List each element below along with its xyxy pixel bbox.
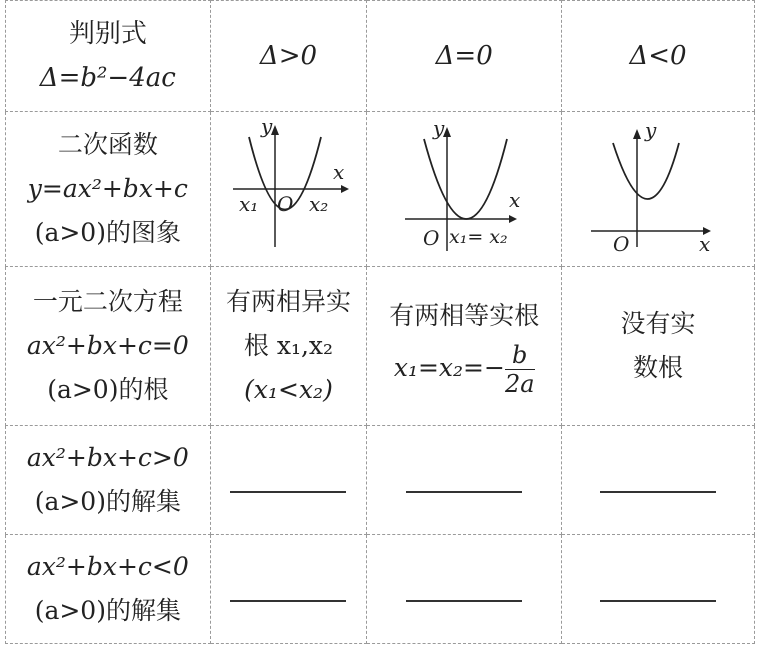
equation-condition: (a>0)的根 <box>47 375 169 404</box>
double-root-label: x₁= x₂ <box>449 226 508 248</box>
function-title: 二次函数 <box>57 130 158 159</box>
inequality-less-condition: (a>0)的解集 <box>34 596 181 625</box>
origin-label: O <box>423 226 440 250</box>
header-cell-discriminant <box>6 1 211 112</box>
parabola-two-roots-graph <box>213 117 363 257</box>
y-axis-arrow <box>633 129 641 139</box>
inequality-less-formula: ax²+bx+c<0 <box>26 552 189 581</box>
answer-blank-line[interactable] <box>230 600 346 602</box>
answer-blank-line[interactable] <box>230 491 346 493</box>
delta-positive-cell <box>210 1 367 112</box>
root-x2-label: x₂ <box>309 192 329 216</box>
delta-zero-label: Δ=0 <box>435 41 493 71</box>
table-row <box>6 112 755 267</box>
x-axis-label: x <box>509 188 521 212</box>
answer-cell <box>210 426 367 535</box>
graph-two-roots-cell <box>210 112 367 267</box>
parabola-no-root-graph <box>563 117 753 257</box>
root-x1-label: x₁ <box>239 192 259 216</box>
delta-zero-cell <box>367 1 562 112</box>
x-axis-label: x <box>699 232 711 256</box>
answer-cell <box>210 535 367 644</box>
discriminant-table <box>5 0 755 644</box>
y-axis-label: y <box>261 117 273 138</box>
parabola-one-root-graph <box>369 117 559 257</box>
answer-blank-line[interactable] <box>600 491 716 493</box>
equal-roots-prefix: x₁=x₂=− <box>393 353 505 382</box>
fraction-denominator: 2a <box>504 370 535 398</box>
discriminant-formula: Δ=b²−4ac <box>39 63 176 93</box>
equation-title: 一元二次方程 <box>32 287 183 316</box>
answer-cell <box>562 426 755 535</box>
x-axis-label: x <box>333 160 345 184</box>
table-row <box>6 535 755 644</box>
y-axis-label: y <box>433 117 445 140</box>
answer-cell <box>562 535 755 644</box>
answer-blank-line[interactable] <box>600 600 716 602</box>
header-cell-less-than <box>6 535 211 644</box>
inequality-greater-condition: (a>0)的解集 <box>34 487 181 516</box>
table-row <box>6 426 755 535</box>
function-condition: (a>0)的图象 <box>34 218 181 247</box>
answer-blank-line[interactable] <box>406 600 522 602</box>
equal-roots-cell <box>367 267 562 426</box>
two-distinct-roots-names: 根 x₁,x₂ <box>243 331 334 360</box>
origin-label: O <box>277 192 294 216</box>
two-distinct-roots-cell <box>210 267 367 426</box>
fraction-numerator: b <box>505 341 535 370</box>
x-axis-arrow <box>341 185 349 193</box>
answer-cell <box>367 426 562 535</box>
delta-negative-cell <box>562 1 755 112</box>
y-axis-label: y <box>645 118 657 142</box>
header-cell-equation <box>6 267 211 426</box>
equation-formula: ax²+bx+c=0 <box>26 331 189 360</box>
two-distinct-roots-text: 有两相异实 <box>225 287 351 316</box>
parabola-curve <box>613 143 679 199</box>
x-axis-arrow <box>509 215 517 223</box>
two-distinct-roots-order: (x₁<x₂) <box>244 375 333 404</box>
origin-label: O <box>613 232 630 256</box>
inequality-greater-formula: ax²+bx+c>0 <box>26 443 189 472</box>
table-row <box>6 1 755 112</box>
no-real-roots-line2: 数根 <box>633 353 684 382</box>
discriminant-title: 判别式 <box>68 19 147 49</box>
equal-roots-text: 有两相等实根 <box>389 301 540 330</box>
parabola-curve <box>424 139 507 219</box>
no-real-roots-line1: 没有实 <box>620 309 696 338</box>
answer-cell <box>367 535 562 644</box>
fraction <box>505 341 535 398</box>
no-real-roots-cell <box>562 267 755 426</box>
answer-blank-line[interactable] <box>406 491 522 493</box>
graph-no-root-cell <box>562 112 755 267</box>
table-row <box>6 267 755 426</box>
graph-one-root-cell <box>367 112 562 267</box>
delta-positive-label: Δ>0 <box>259 41 318 71</box>
header-cell-function <box>6 112 211 267</box>
delta-negative-label: Δ<0 <box>629 41 687 71</box>
header-cell-greater-than <box>6 426 211 535</box>
equal-roots-formula <box>367 338 561 398</box>
function-formula: y=ax²+bx+c <box>27 174 188 203</box>
